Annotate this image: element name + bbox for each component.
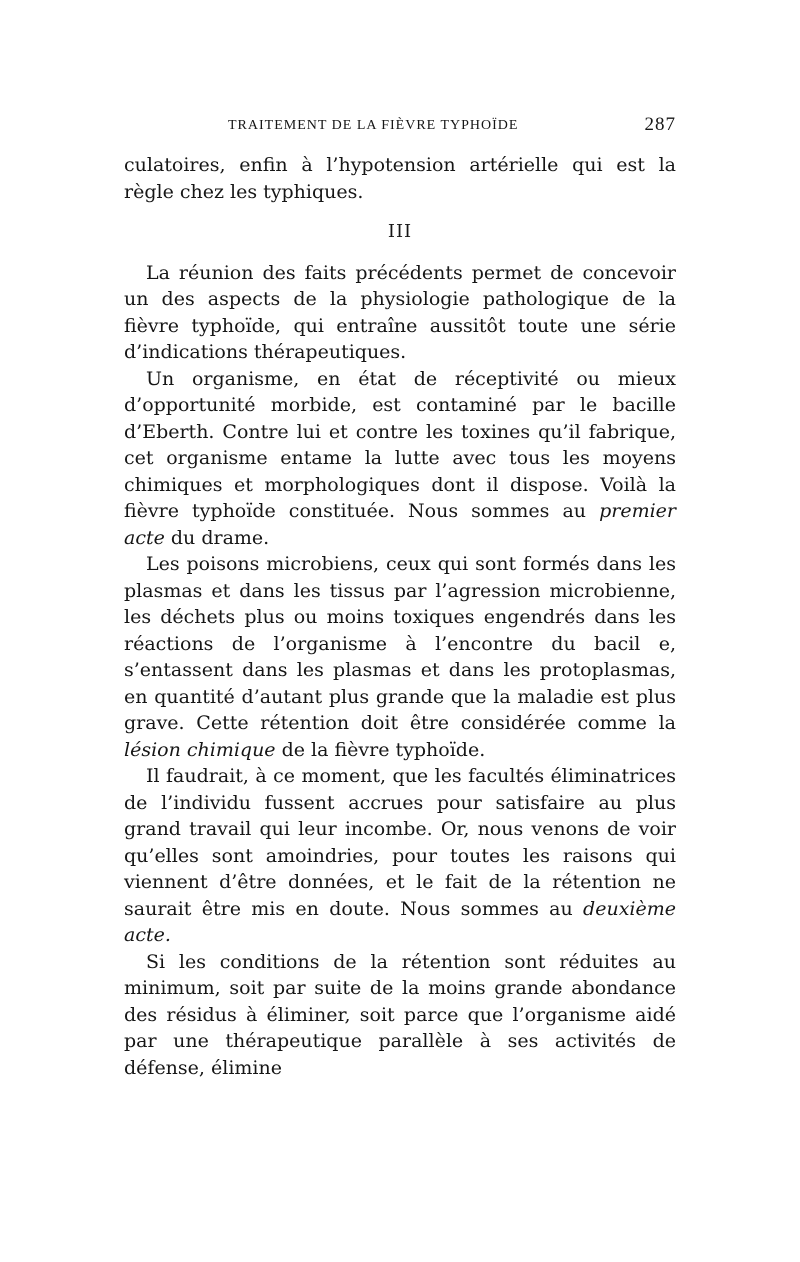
paragraph-3-text-a: Les poisons microbiens, ceux qui sont formés dans les plasmas et dans les tissus par l’agression microbienne, les déchets plus ou moins toxiques engendrés dans les réactions de l’organisme à l’encontre du bacil e, s’entassent dans les plasmas et dans les protoplasmas, en quantité d’autant plus grande que la maladie est plus grave. Cette rétention doit être considérée comme la: [124, 553, 676, 734]
paragraph-3-text-b: de la fièvre typhoïde.: [275, 738, 486, 761]
paragraph-4-emphasis: deuxième acte.: [124, 897, 676, 946]
paragraph-4-text-a: Il faudrait, à ce moment, que les facultés éliminatrices de l’individu fussent accrues pour satisfaire au plus grand travail qui leur incombe. Or, nous venons de voir qu’elles sont amoindries, pour toutes les raisons qui viennent d’être données, et le fait de la rétention ne saurait être mis en doute. Nous sommes au: [124, 765, 676, 920]
paragraph-3-emphasis: lésion chimique: [124, 738, 276, 761]
paragraph-1: La réunion des faits précédents permet de concevoir un des aspects de la physiologie pathologique de la fièvre typhoïde, qui entraîne aussitôt toute une série d’indications thérapeutiques.: [124, 261, 676, 363]
paragraph-2: [124, 366, 676, 552]
running-title: TRAITEMENT DE LA FIÈVRE TYPHOÏDE: [228, 118, 519, 133]
running-header: [124, 112, 676, 146]
paragraph-2-text-b: du drame.: [164, 526, 270, 549]
paragraph-5: Si les conditions de la rétention sont réduites au minimum, soit par suite de la moins grande abondance des résidus à éliminer, soit parce que l’organisme aidé par une thérapeutique parallèle à ses activités de défense, élimine: [124, 950, 676, 1079]
page-number: 287: [644, 114, 676, 135]
paragraph-2-text-a: Un organisme, en état de réceptivité ou mieux d’opportunité morbide, est contaminé par le bacille d’Eberth. Contre lui et contre les toxines qu’il fabrique, cet organisme entame la lutte avec tous les moyens chimiques et morphologiques dont il dispose. Voilà la fièvre typhoïde constituée. Nous sommes au: [124, 367, 676, 522]
paragraph-2-emphasis: premier acte: [124, 500, 676, 549]
paragraph-continued: culatoires, enfin à l’hypotension artérielle qui est la règle chez les typhiques.: [124, 154, 676, 203]
paragraph-4: [124, 763, 676, 949]
book-page: [124, 112, 676, 1081]
section-numeral: III: [387, 221, 413, 242]
paragraph-3: [124, 551, 676, 763]
